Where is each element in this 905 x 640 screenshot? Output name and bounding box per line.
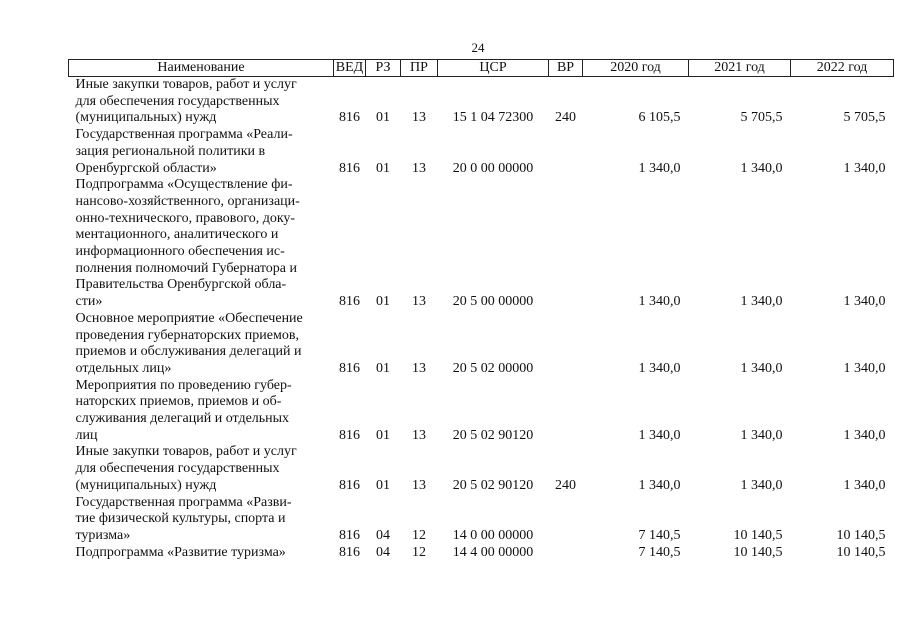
table-row (69, 495, 894, 545)
row-2022: 1 340,0 (843, 360, 886, 376)
table-row (69, 127, 894, 177)
row-pr: 13 (412, 160, 426, 176)
row-2021: 1 340,0 (740, 427, 783, 443)
row-2022: 10 140,5 (836, 527, 886, 543)
row-2020: 1 340,0 (638, 427, 681, 443)
row-csr: 14 0 00 00000 (452, 527, 534, 543)
row-vr: 240 (555, 110, 576, 126)
row-2022: 5 705,5 (843, 110, 886, 126)
row-ved: 816 (339, 544, 360, 560)
row-rz: 01 (376, 160, 390, 176)
row-pr: 13 (412, 427, 426, 443)
row-2020: 1 340,0 (638, 160, 681, 176)
row-pr: 13 (412, 360, 426, 376)
row-2021: 1 340,0 (740, 160, 783, 176)
header-vr: ВР (549, 60, 583, 77)
row-csr: 14 4 00 00000 (452, 544, 534, 560)
row-name: Подпрограмма «Развитие туризма» (75, 544, 286, 560)
row-pr: 12 (412, 527, 426, 543)
header-2022: 2022 год (791, 60, 894, 77)
row-name: Иные закупки товаров, работ и услуг для обеспечения государственных (муниципальных) нужд (75, 444, 297, 493)
row-vr (549, 495, 583, 545)
row-rz: 01 (376, 294, 390, 310)
header-pr: ПР (401, 60, 438, 77)
row-vr (549, 177, 583, 311)
page-number: 24 (471, 40, 485, 55)
row-2021: 10 140,5 (733, 544, 783, 560)
row-csr: 20 0 00 00000 (452, 160, 534, 176)
row-ved: 816 (339, 527, 360, 543)
row-2020: 7 140,5 (638, 544, 681, 560)
row-name: Государственная программа «Реали- зация региональной политики в Оренбургской области» (75, 127, 293, 176)
row-2020: 1 340,0 (638, 294, 681, 310)
table-row (69, 444, 894, 494)
row-2021: 5 705,5 (740, 110, 783, 126)
row-csr: 20 5 02 00000 (452, 360, 534, 376)
header-2020: 2020 год (583, 60, 689, 77)
row-csr: 15 1 04 72300 (452, 110, 534, 126)
row-vr: 240 (555, 477, 576, 493)
row-2022: 1 340,0 (843, 294, 886, 310)
header-ved: ВЕД (334, 60, 366, 77)
row-vr (549, 378, 583, 445)
table-row (69, 545, 894, 562)
table-row (69, 77, 894, 128)
header-name: Наименование (69, 60, 334, 77)
table-row (69, 378, 894, 445)
row-2021: 10 140,5 (733, 527, 783, 543)
row-ved: 816 (339, 477, 360, 493)
row-rz: 01 (376, 427, 390, 443)
row-2020: 7 140,5 (638, 527, 681, 543)
row-ved: 816 (339, 360, 360, 376)
row-2021: 1 340,0 (740, 294, 783, 310)
budget-table (68, 59, 894, 561)
header-2021: 2021 год (689, 60, 791, 77)
row-vr (549, 311, 583, 378)
row-rz: 01 (376, 477, 390, 493)
row-rz: 04 (376, 544, 390, 560)
row-pr: 13 (412, 294, 426, 310)
header-rz: РЗ (366, 60, 401, 77)
row-2022: 1 340,0 (843, 427, 886, 443)
row-csr: 20 5 02 90120 (452, 477, 534, 493)
row-csr: 20 5 02 90120 (452, 427, 534, 443)
row-pr: 12 (412, 544, 426, 560)
row-ved: 816 (339, 110, 360, 126)
row-2022: 1 340,0 (843, 477, 886, 493)
row-2021: 1 340,0 (740, 477, 783, 493)
row-2022: 10 140,5 (836, 544, 886, 560)
row-ved: 816 (339, 294, 360, 310)
row-csr: 20 5 00 00000 (452, 294, 534, 310)
row-name: Подпрограмма «Осуществление фи- нансово-хозяйственного, организаци- онно-технического, правового, доку- ментационного, аналитического и информационного обеспечения ис- полнения полномочий Губернатора и Правительства Оренбургской обла- сти» (75, 177, 300, 310)
row-vr (549, 127, 583, 177)
row-name: Основное мероприятие «Обеспечение проведения губернаторских приемов, приемов и обслуживания делегаций и отдельных лиц» (75, 310, 303, 376)
row-2020: 6 105,5 (638, 110, 681, 126)
row-2021: 1 340,0 (740, 360, 783, 376)
table-header (69, 60, 894, 77)
table-row (69, 177, 894, 311)
row-name: Иные закупки товаров, работ и услуг для обеспечения государственных (муниципальных) нужд (75, 77, 297, 126)
row-pr: 13 (412, 110, 426, 126)
row-rz: 01 (376, 360, 390, 376)
header-csr: ЦСР (438, 60, 549, 77)
row-name: Государственная программа «Разви- тие физической культуры, спорта и туризма» (75, 494, 292, 543)
table-row (69, 311, 894, 378)
row-ved: 816 (339, 427, 360, 443)
row-2022: 1 340,0 (843, 160, 886, 176)
row-name: Мероприятия по проведению губер- наторских приемов, приемов и об- служивания делегаций и отдельных лиц (75, 377, 292, 443)
row-2020: 1 340,0 (638, 477, 681, 493)
row-vr (549, 545, 583, 562)
row-rz: 01 (376, 110, 390, 126)
row-pr: 13 (412, 477, 426, 493)
row-2020: 1 340,0 (638, 360, 681, 376)
row-rz: 04 (376, 527, 390, 543)
row-ved: 816 (339, 160, 360, 176)
